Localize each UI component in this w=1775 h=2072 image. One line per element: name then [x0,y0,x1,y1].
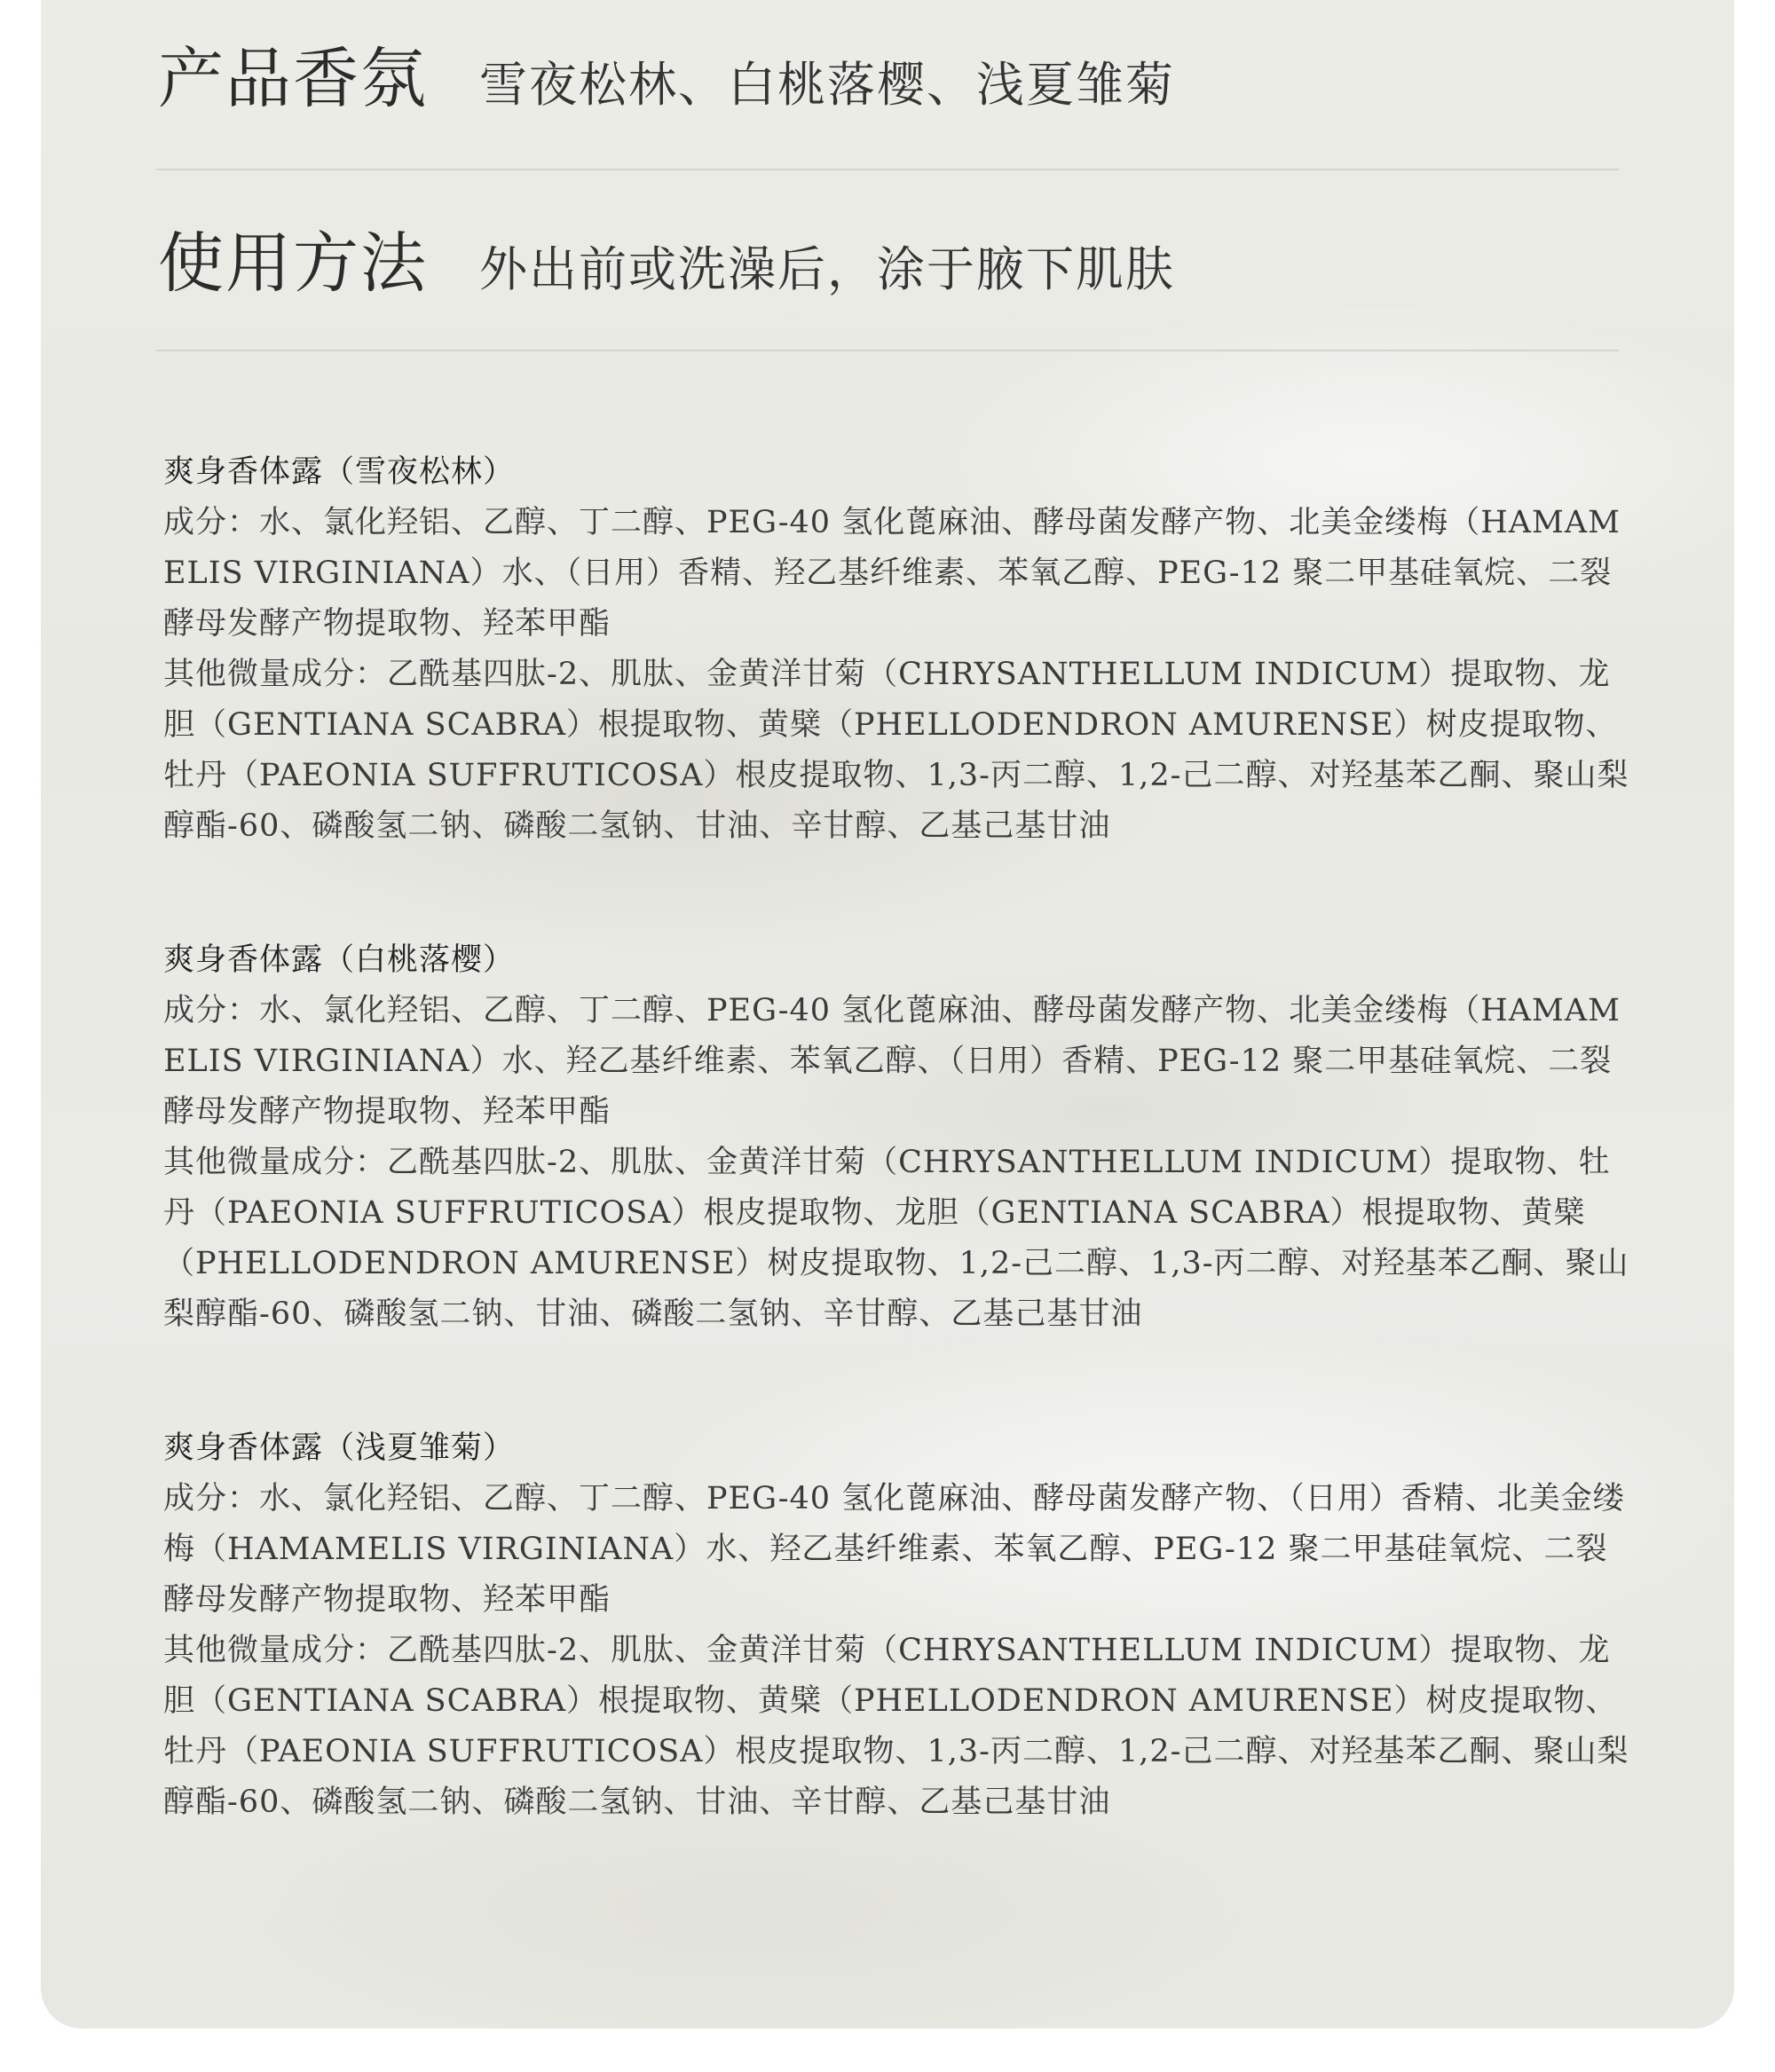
divider [156,350,1619,351]
fragrance-value: 雪夜松林、白桃落樱、浅夏雏菊 [479,57,1175,113]
usage-value: 外出前或洗澡后，涂于腋下肌肤 [479,241,1175,297]
usage-label: 使用方法 [158,225,428,302]
ingredients-text: 成分：水、氯化羟铝、乙醇、丁二醇、PEG-40 氢化蓖麻油、酵母菌发酵产物、（日用）香精、北美金缕梅（HAMAMELIS VIRGINIANA）水、羟乙基纤维素、苯氧乙醇、PEG-12 聚二甲基硅氧烷、二裂酵母发酵产物提取物、羟苯甲酯 [163,1481,1625,1618]
ingredients-text: 成分：水、氯化羟铝、乙醇、丁二醇、PEG-40 氢化蓖麻油、酵母菌发酵产物、北美金缕梅（HAMAMELIS VIRGINIANA）水、（日用）香精、羟乙基纤维素、苯氧乙醇、PEG-12 聚二甲基硅氧烷、二裂酵母发酵产物提取物、羟苯甲酯 [163,505,1621,642]
trace-ingredients-text: 其他微量成分：乙酰基四肽-2、肌肽、金黄洋甘菊（CHRYSANTHELLUM INDICUM）提取物、龙胆（GENTIANA SCABRA）根提取物、黄檗（PHELLODENDRON AMURENSE）树皮提取物、牡丹（PAEONIA SUFFRUTICOSA）根皮提取物、1,3-丙二醇、1,2-己二醇、对羟基苯乙酮、聚山梨醇酯-60、磷酸氢二钠、磷酸二氢钠、甘油、辛甘醇、乙基己基甘油 [163,1633,1629,1820]
ingredients-section [163,447,1637,1911]
fragrance-label: 产品香氛 [158,41,428,117]
product-title: 爽身香体露（浅夏雏菊） [163,1430,516,1466]
divider [156,169,1619,170]
product-block-snow-pine [163,447,1637,852]
product-title: 爽身香体露（雪夜松林） [163,454,516,490]
trace-ingredients-text: 其他微量成分：乙酰基四肽-2、肌肽、金黄洋甘菊（CHRYSANTHELLUM INDICUM）提取物、龙胆（GENTIANA SCABRA）根提取物、黄檗（PHELLODENDRON AMURENSE）树皮提取物、牡丹（PAEONIA SUFFRUTICOSA）根皮提取物、1,3-丙二醇、1,2-己二醇、对羟基苯乙酮、聚山梨醇酯-60、磷酸氢二钠、磷酸二氢钠、甘油、辛甘醇、乙基己基甘油 [163,657,1629,844]
trace-ingredients-text: 其他微量成分：乙酰基四肽-2、肌肽、金黄洋甘菊（CHRYSANTHELLUM INDICUM）提取物、牡丹（PAEONIA SUFFRUTICOSA）根皮提取物、龙胆（GENTIANA SCABRA）根提取物、黄檗（PHELLODENDRON AMURENSE）树皮提取物、1,2-己二醇、1,3-丙二醇、对羟基苯乙酮、聚山梨醇酯-60、磷酸氢二钠、甘油、磷酸二氢钠、辛甘醇、乙基己基甘油 [163,1145,1629,1332]
product-block-summer-daisy [163,1423,1637,1828]
fragrance-row [158,27,1175,121]
product-title: 爽身香体露（白桃落樱） [163,942,516,978]
product-info-card [41,0,1734,2029]
usage-row [158,211,1175,305]
ingredients-text: 成分：水、氯化羟铝、乙醇、丁二醇、PEG-40 氢化蓖麻油、酵母菌发酵产物、北美金缕梅（HAMAMELIS VIRGINIANA）水、羟乙基纤维素、苯氧乙醇、（日用）香精、PEG-12 聚二甲基硅氧烷、二裂酵母发酵产物提取物、羟苯甲酯 [163,993,1621,1130]
product-block-peach-sakura [163,935,1637,1340]
